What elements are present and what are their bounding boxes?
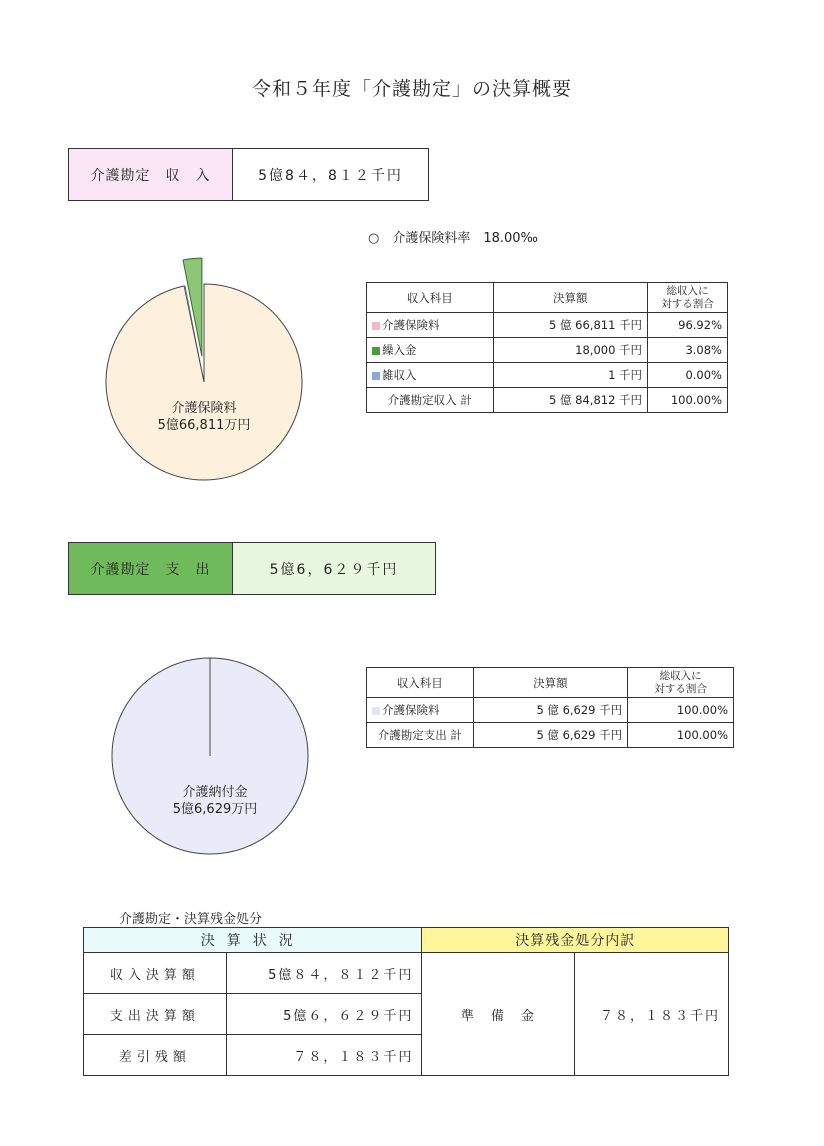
table-row: 介護保険料 5 億 66,811 千円 96.92% — [367, 313, 728, 338]
expense-pie-label — [155, 784, 275, 818]
col-header-amount: 決算額 — [473, 668, 628, 698]
expense-pie-label-name: 介護納付金 — [182, 785, 248, 800]
revenue-pie-label-amount: 5億66,811万円 — [157, 418, 251, 433]
reserve-label: 準 備 金 — [422, 953, 575, 1076]
col-header-item: 収入科目 — [367, 668, 474, 698]
expense-amount: 5億6，6２９千円 — [233, 543, 435, 594]
expense-label: 介護勘定 支 出 — [69, 543, 233, 594]
swatch-icon — [372, 707, 380, 715]
table-row: 介護保険料 5 億 6,629 千円 100.00% — [367, 698, 734, 723]
revenue-pie-label-name: 介護保険料 — [171, 401, 237, 416]
revenue-summary-box — [68, 148, 429, 201]
revenue-table — [366, 282, 728, 413]
disposition-table — [83, 927, 729, 1076]
swatch-icon — [372, 322, 380, 330]
table-row: 繰入金 18,000 千円 3.08% — [367, 338, 728, 363]
table-row: 支出決算額 5億６，６２９千円 — [84, 994, 729, 1035]
table-total-row: 介護勘定収入 計 5 億 84,812 千円 100.00% — [367, 388, 728, 413]
revenue-pie-label — [144, 400, 264, 434]
swatch-icon — [372, 347, 380, 355]
table-row: 差引残額 ７８，１８３千円 — [84, 1035, 729, 1076]
disposition-breakdown-header: 決算残金処分内訳 — [422, 928, 729, 953]
table-total-row: 介護勘定支出 計 5 億 6,629 千円 100.00% — [367, 723, 734, 748]
pie-slice-contribution — [112, 658, 308, 854]
table-row: 収入決算額 5億８４，８１２千円 準 備 金 ７８，１８３千円 — [84, 953, 729, 994]
revenue-label: 介護勘定 収 入 — [69, 149, 233, 200]
reserve-value: ７８，１８３千円 — [575, 953, 729, 1076]
swatch-icon — [372, 372, 380, 380]
table-header-row — [367, 668, 734, 698]
col-header-ratio: 総収入に 対する割合 — [648, 283, 728, 313]
revenue-pie-chart — [84, 250, 324, 490]
expense-summary-box — [68, 542, 436, 595]
table-row: 雑収入 1 千円 0.00% — [367, 363, 728, 388]
revenue-amount: 5億8４，8１２千円 — [258, 167, 403, 184]
insurance-rate-note: ○ 介護保険料率 18.00‰ — [368, 231, 539, 246]
expense-pie-chart — [90, 640, 330, 880]
table-header-row — [84, 928, 729, 953]
col-header-item: 収入科目 — [367, 283, 494, 313]
expense-table — [366, 667, 734, 748]
page-title: 令和５年度「介護勘定」の決算概要 — [251, 78, 572, 100]
settlement-status-header: 決算状況 — [84, 928, 422, 953]
disposition-caption: 介護勘定・決算残金処分 — [119, 912, 263, 927]
expense-pie-label-amount: 5億6,629万円 — [172, 802, 258, 817]
col-header-amount: 決算額 — [493, 283, 648, 313]
col-header-ratio: 総収入に 対する割合 — [628, 668, 734, 698]
table-header-row — [367, 283, 728, 313]
